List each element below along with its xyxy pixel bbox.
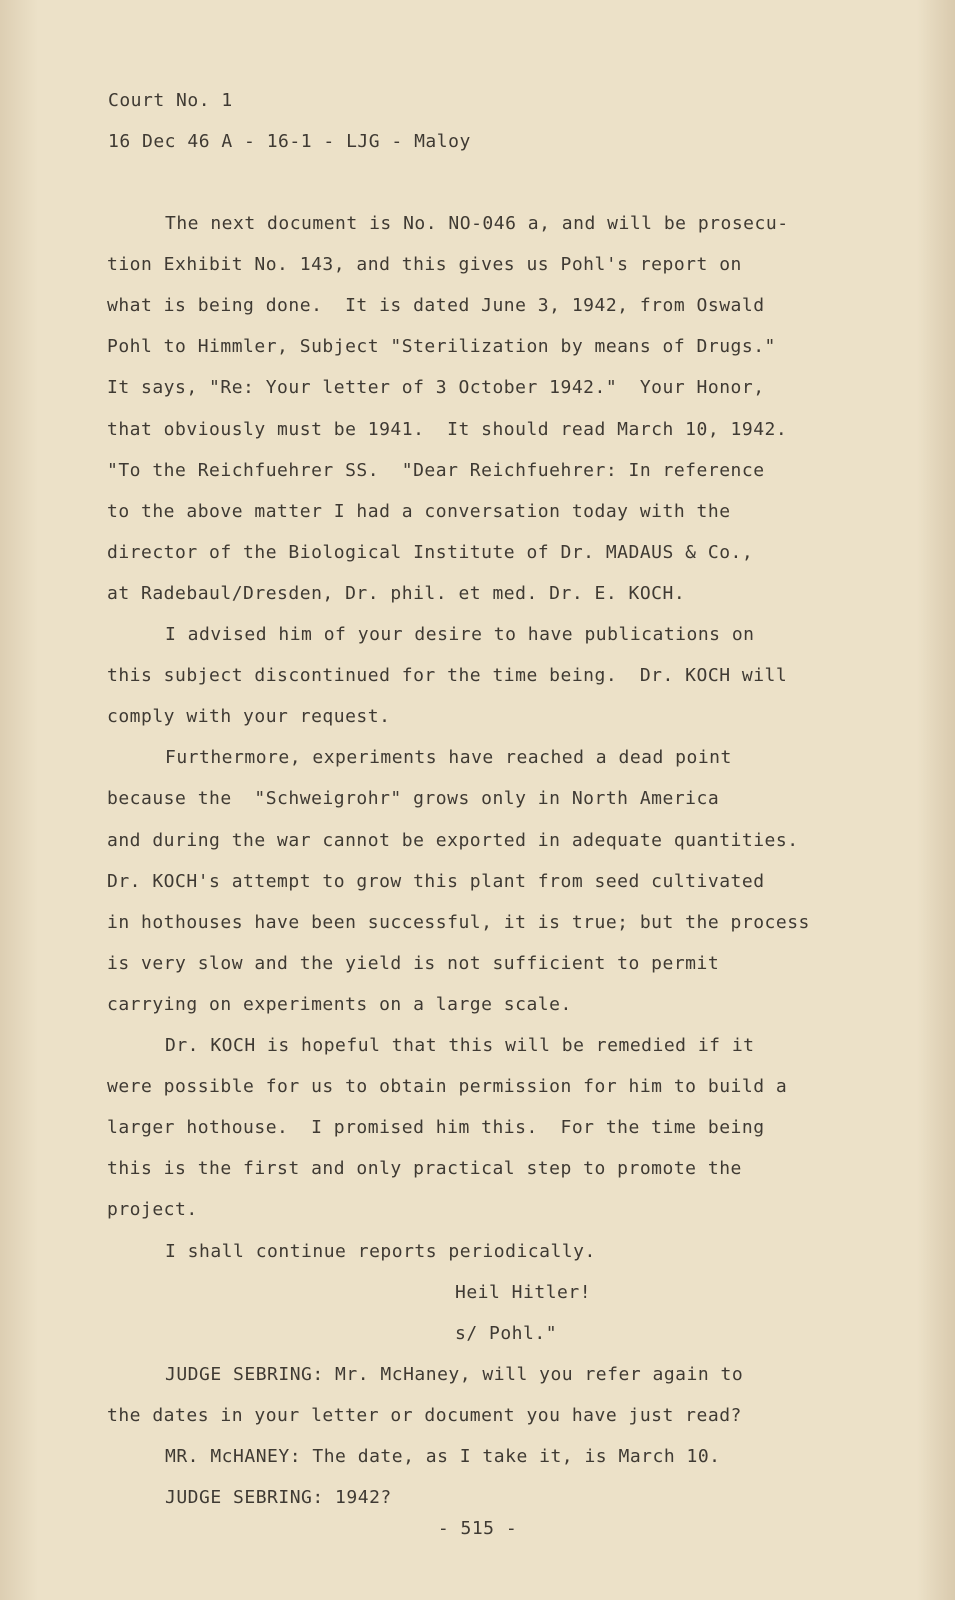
- transcript-line: Pohl to Himmler, Subject "Sterilization by means of Drugs.": [107, 336, 776, 357]
- transcript-line: carrying on experiments on a large scale.: [107, 994, 572, 1015]
- transcript-line: JUDGE SEBRING: Mr. McHaney, will you refer again to: [165, 1364, 744, 1385]
- transcript-line: JUDGE SEBRING: 1942?: [165, 1487, 392, 1508]
- transcript-line: the dates in your letter or document you have just read?: [107, 1405, 742, 1426]
- transcript-line: It says, "Re: Your letter of 3 October 1942." Your Honor,: [107, 377, 765, 398]
- transcript-line: comply with your request.: [107, 706, 391, 727]
- transcript-line: larger hothouse. I promised him this. For the time being: [107, 1117, 765, 1138]
- court-number: Court No. 1: [108, 90, 233, 111]
- transcript-line: that obviously must be 1941. It should read March 10, 1942.: [107, 419, 788, 440]
- transcript-line: Heil Hitler!: [455, 1282, 592, 1303]
- transcript-line: because the "Schweigrohr" grows only in North America: [107, 788, 720, 809]
- transcript-line: "To the Reichfuehrer SS. "Dear Reichfuehrer: In reference: [107, 460, 765, 481]
- transcript-line: Dr. KOCH is hopeful that this will be remedied if it: [165, 1035, 755, 1056]
- transcript-line: and during the war cannot be exported in adequate quantities.: [107, 830, 799, 851]
- transcript-line: tion Exhibit No. 143, and this gives us Pohl's report on: [107, 254, 742, 275]
- transcript-line: what is being done. It is dated June 3, 1942, from Oswald: [107, 295, 765, 316]
- page-number: - 515 -: [437, 1518, 518, 1539]
- transcript-line: to the above matter I had a conversation today with the: [107, 501, 731, 522]
- transcript-line: is very slow and the yield is not sufficient to permit: [107, 953, 720, 974]
- transcript-line: director of the Biological Institute of Dr. MADAUS & Co.,: [107, 542, 754, 563]
- transcript-line: The next document is No. NO-046 a, and will be prosecu-: [165, 213, 789, 234]
- transcript-line: MR. McHANEY: The date, as I take it, is March 10.: [165, 1446, 721, 1467]
- transcript-line: Dr. KOCH's attempt to grow this plant from seed cultivated: [107, 871, 765, 892]
- transcript-line: at Radebaul/Dresden, Dr. phil. et med. Dr. E. KOCH.: [107, 583, 686, 604]
- transcript-line: I shall continue reports periodically.: [165, 1241, 596, 1262]
- transcript-line: in hothouses have been successful, it is true; but the process: [107, 912, 810, 933]
- transcript-line: this subject discontinued for the time being. Dr. KOCH will: [107, 665, 788, 686]
- transcript-line: Furthermore, experiments have reached a dead point: [165, 747, 732, 768]
- transcript-line: this is the first and only practical step to promote the: [107, 1158, 742, 1179]
- transcript-line: I advised him of your desire to have publications on: [165, 624, 755, 645]
- transcript-line: were possible for us to obtain permission for him to build a: [107, 1076, 788, 1097]
- transcript-line: project.: [107, 1199, 198, 1220]
- session-reference: 16 Dec 46 A - 16-1 - LJG - Maloy: [108, 131, 471, 152]
- transcript-line: s/ Pohl.": [455, 1323, 558, 1344]
